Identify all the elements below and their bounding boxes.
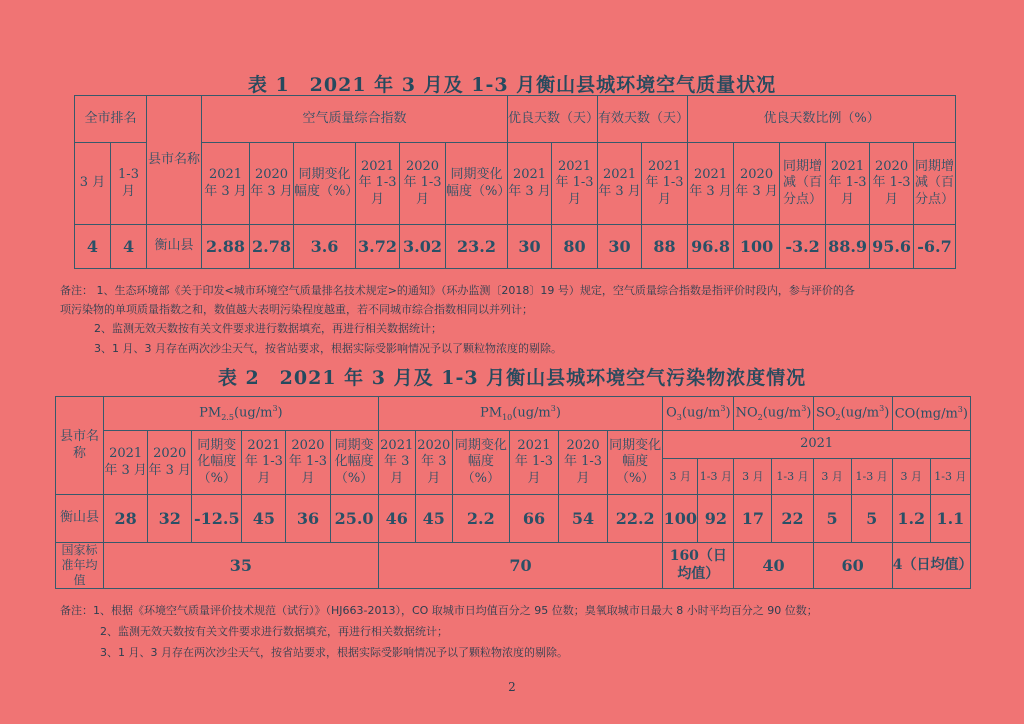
value-cell: 3.72 xyxy=(356,225,400,269)
value-cell: 54 xyxy=(559,495,608,543)
value-cell: 5 xyxy=(851,495,892,543)
value-cell: 36 xyxy=(286,495,330,543)
header-so2-mar: 3 月 xyxy=(813,459,851,495)
value-cell: 25.0 xyxy=(330,495,378,543)
header-gd-2021-q1: 2021 年 1-3 月 xyxy=(552,143,598,225)
standard-o3: 160（日均值） xyxy=(663,543,734,589)
header-county: 县市名称 xyxy=(147,96,202,225)
standard-row xyxy=(56,543,971,589)
header-gd-2021-mar: 2021 年 3 月 xyxy=(508,143,552,225)
value-cell: 30 xyxy=(508,225,552,269)
value-cell: 100 xyxy=(734,225,780,269)
value-cell: 96.8 xyxy=(688,225,734,269)
header-no2: $NO_2(ug/m^3)$ xyxy=(734,397,813,431)
note2-line3: 3、1 月、3 月存在两次沙尘天气，按省站要求，根据实际受影响情况予以了颗粒物浓度的剔除。 xyxy=(100,646,568,659)
header-no2-q1: 1-3 月 xyxy=(772,459,813,495)
standard-pm25: 35 xyxy=(104,543,379,589)
value-cell: 88.9 xyxy=(826,225,870,269)
header-pm25-2020-mar: 2020 年 3 月 xyxy=(148,431,192,495)
header-ci-2020-q1: 2020 年 1-3 月 xyxy=(400,143,446,225)
value-cell: 100 xyxy=(663,495,698,543)
header-ci-2021-q1: 2021 年 1-3 月 xyxy=(356,143,400,225)
value-cell: -3.2 xyxy=(780,225,826,269)
value-cell: 17 xyxy=(734,495,772,543)
header-pm10-2021-mar: 2021 年 3 月 xyxy=(378,431,415,495)
value-cell: 1.1 xyxy=(930,495,970,543)
header-pm25-2021-q1: 2021 年 1-3 月 xyxy=(242,431,286,495)
note1-line1: 备注： 1、生态环境部《关于印发<城市环境空气质量排名技术规定>的通知》（环办监测〔2018〕19 号）规定，空气质量综合指数是指评价时段内，参与评价的各 xyxy=(60,284,855,297)
header-co-mar: 3 月 xyxy=(892,459,930,495)
value-cell: -6.7 xyxy=(914,225,956,269)
header-pm10-2020-q1: 2020 年 1-3 月 xyxy=(559,431,608,495)
value-cell: 2.88 xyxy=(202,225,250,269)
header-pm10: $PM_{10}(ug/m^3)$ xyxy=(378,397,663,431)
county-cell: 衡山县 xyxy=(56,495,104,543)
header-pm10-change-mar: 同期变化幅度（%） xyxy=(452,431,509,495)
header-vd-2021-q1: 2021 年 1-3 月 xyxy=(642,143,688,225)
header-ci-change-mar: 同期变化幅度（%） xyxy=(294,143,356,225)
header-co: $CO(mg/m^3)$ xyxy=(892,397,970,431)
header-good-days: 优良天数（天） xyxy=(508,96,598,143)
header-pm10-2020-mar: 2020 年 3 月 xyxy=(415,431,452,495)
header-o3-mar: 3 月 xyxy=(663,459,698,495)
header-pm25-change-q1: 同期变化幅度（%） xyxy=(330,431,378,495)
header-year-2021: 2021 xyxy=(663,431,971,459)
header-rank-q1: 1-3 月 xyxy=(111,143,147,225)
header-county: 县市名称 xyxy=(56,397,104,495)
header-ci-2020-mar: 2020 年 3 月 xyxy=(250,143,294,225)
header-no2-mar: 3 月 xyxy=(734,459,772,495)
standard-so2: 60 xyxy=(813,543,892,589)
value-cell: 2.78 xyxy=(250,225,294,269)
header-composite-index: 空气质量综合指数 xyxy=(202,96,508,143)
note1-line2: 项污染物的单项质量指数之和，数值越大表明污染程度越重，若不同城市综合指数相同以并列计； xyxy=(60,303,533,316)
header-good-ratio: 优良天数比例（%） xyxy=(688,96,956,143)
header-ci-change-q1: 同期变化幅度（%） xyxy=(446,143,508,225)
value-cell: 1.2 xyxy=(892,495,930,543)
header-pm10-change-q1: 同期变化幅度（%） xyxy=(608,431,663,495)
header-so2-q1: 1-3 月 xyxy=(851,459,892,495)
value-cell: 45 xyxy=(242,495,286,543)
value-cell: 88 xyxy=(642,225,688,269)
header-pm25-2021-mar: 2021 年 3 月 xyxy=(104,431,148,495)
header-gr-2021-q1: 2021 年 1-3 月 xyxy=(826,143,870,225)
value-cell: 92 xyxy=(698,495,734,543)
header-co-q1: 1-3 月 xyxy=(930,459,970,495)
header-valid-days: 有效天数（天） xyxy=(598,96,688,143)
note2-line1: 备注：1、根据《环境空气质量评价技术规范（试行）》（HJ663-2013），CO 取城市日均值百分之 95 位数；臭氧取城市日最大 8 小时平均百分之 90 位数； xyxy=(60,604,818,617)
header-rank-mar: 3 月 xyxy=(75,143,111,225)
rank-mar-cell: 4 xyxy=(75,225,111,269)
header-o3-q1: 1-3 月 xyxy=(698,459,734,495)
note1-line4: 3、1 月、3 月存在两次沙尘天气，按省站要求，根据实际受影响情况予以了颗粒物浓度的剔除。 xyxy=(94,342,562,355)
value-cell: -12.5 xyxy=(192,495,242,543)
value-cell: 5 xyxy=(813,495,851,543)
note1-line3: 2、监测无效天数按有关文件要求进行数据填充，再进行相关数据统计； xyxy=(94,322,442,335)
value-cell: 32 xyxy=(148,495,192,543)
table2-title: 表 2 2021 年 3 月及 1-3 月衡山县城环境空气污染物浓度情况 xyxy=(217,367,807,389)
value-cell: 28 xyxy=(104,495,148,543)
table1-title: 表 1 2021 年 3 月及 1-3 月衡山县城环境空气质量状况 xyxy=(247,74,777,96)
header-gr-2020-mar: 2020 年 3 月 xyxy=(734,143,780,225)
note2-line2: 2、监测无效天数按有关文件要求进行数据填充，再进行相关数据统计； xyxy=(100,625,448,638)
table-row xyxy=(75,225,956,269)
header-rank: 全市排名 xyxy=(75,96,147,143)
header-pm10-2021-q1: 2021 年 1-3 月 xyxy=(509,431,558,495)
value-cell: 80 xyxy=(552,225,598,269)
value-cell: 3.02 xyxy=(400,225,446,269)
table-row xyxy=(56,495,971,543)
header-gr-change-mar: 同期增减（百分点） xyxy=(780,143,826,225)
header-vd-2021-mar: 2021 年 3 月 xyxy=(598,143,642,225)
value-cell: 45 xyxy=(415,495,452,543)
standard-pm10: 70 xyxy=(378,543,663,589)
standard-no2: 40 xyxy=(734,543,813,589)
header-gr-2020-q1: 2020 年 1-3 月 xyxy=(870,143,914,225)
value-cell: 46 xyxy=(378,495,415,543)
header-o3: $O_3(ug/m^3)$ xyxy=(663,397,734,431)
value-cell: 66 xyxy=(509,495,558,543)
header-so2: $SO_2(ug/m^3)$ xyxy=(813,397,892,431)
rank-q1-cell: 4 xyxy=(111,225,147,269)
header-pm25-change-mar: 同期变化幅度（%） xyxy=(192,431,242,495)
page-number: 2 xyxy=(508,680,516,694)
standard-co: 4（日均值） xyxy=(892,543,970,589)
header-gr-2021-mar: 2021 年 3 月 xyxy=(688,143,734,225)
value-cell: 22.2 xyxy=(608,495,663,543)
value-cell: 30 xyxy=(598,225,642,269)
value-cell: 2.2 xyxy=(452,495,509,543)
county-cell: 衡山县 xyxy=(147,225,202,269)
header-gr-change-q1: 同期增减（百分点） xyxy=(914,143,956,225)
air-quality-table xyxy=(74,95,956,269)
value-cell: 95.6 xyxy=(870,225,914,269)
value-cell: 3.6 xyxy=(294,225,356,269)
header-pm25-2020-q1: 2020 年 1-3 月 xyxy=(286,431,330,495)
standard-label: 国家标准年均值 xyxy=(56,543,104,589)
header-ci-2021-mar: 2021 年 3 月 xyxy=(202,143,250,225)
pollutant-table xyxy=(55,396,971,589)
header-pm25: $PM_{2.5}(ug/m^3)$ xyxy=(104,397,379,431)
value-cell: 22 xyxy=(772,495,813,543)
value-cell: 23.2 xyxy=(446,225,508,269)
